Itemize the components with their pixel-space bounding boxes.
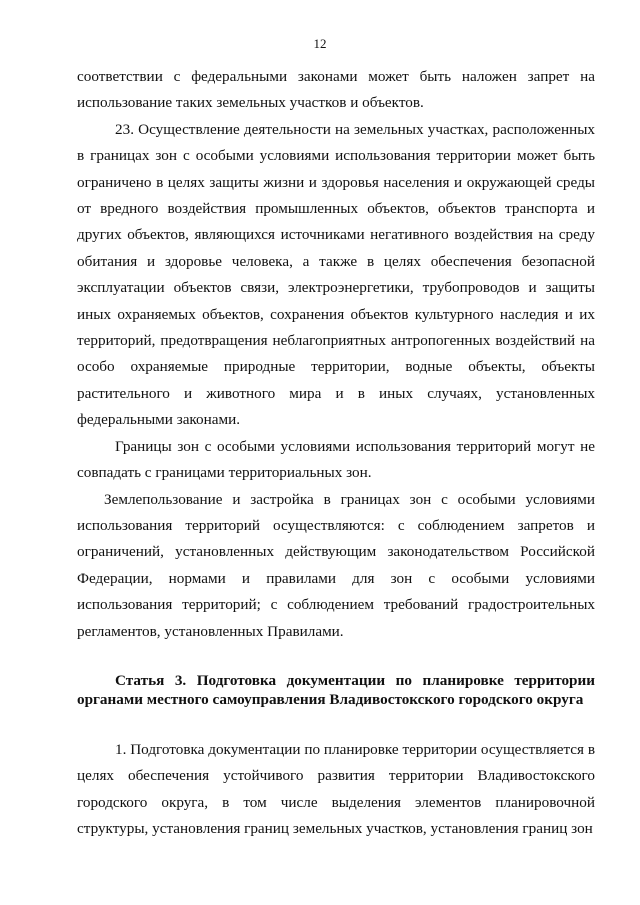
section-gap — [77, 709, 595, 737]
document-body — [77, 64, 595, 843]
article-heading: Статья 3. Подготовка документации по планировке территории органами местного самоуправления Владивостокского городского округа — [77, 671, 595, 708]
article-paragraph-1: 1. Подготовка документации по планировке территории осуществляется в целях обеспечения устойчивого развития территории Владивостокского городского округа, в том числе выделения элементов планировочной структуры, установления границ земельных участков, установления границ зон — [77, 740, 595, 838]
paragraph-zone-boundaries: Границы зон с особыми условиями использования территорий могут не совпадать с границами территориальных зон. — [77, 437, 595, 482]
section-gap — [77, 645, 595, 671]
paragraph-land-use: Землепользование и застройка в границах зон с особыми условиями использования территорий осуществляются: с соблюдением запретов и ограничений, установленных действующим законодательством Российской Федерации, нормами и правилами для зон с особыми условиями использования территорий; с соблюдением требований градостроительных регламентов, установленных Правилами. — [77, 490, 595, 640]
page-number: 12 — [313, 36, 327, 51]
paragraph-continuation: соответствии с федеральными законами может быть наложен запрет на использование таких земельных участков и объектов. — [77, 68, 595, 112]
paragraph-item-23: 23. Осуществление деятельности на земельных участках, расположенных в границах зон с особыми условиями использования территории может быть ограничено в целях защиты жизни и здоровья населения и окружающей среды от вредного воздействия промышленных объектов, объектов транспорта и других объектов, являющихся источниками негативного воздействия на среду обитания и здоровье человека, а также в целях обеспечения безопасной эксплуатации объектов связи, электроэнергетики, трубопроводов и защиты иных охраняемых объектов, сохранения объектов культурного наследия и их территорий, предотвращения неблагоприятных антропогенных воздействий на особо охраняемые природные территории, водные объекты, объекты растительного и животного мира и в иных случаях, установленных федеральными законами. — [77, 120, 595, 429]
